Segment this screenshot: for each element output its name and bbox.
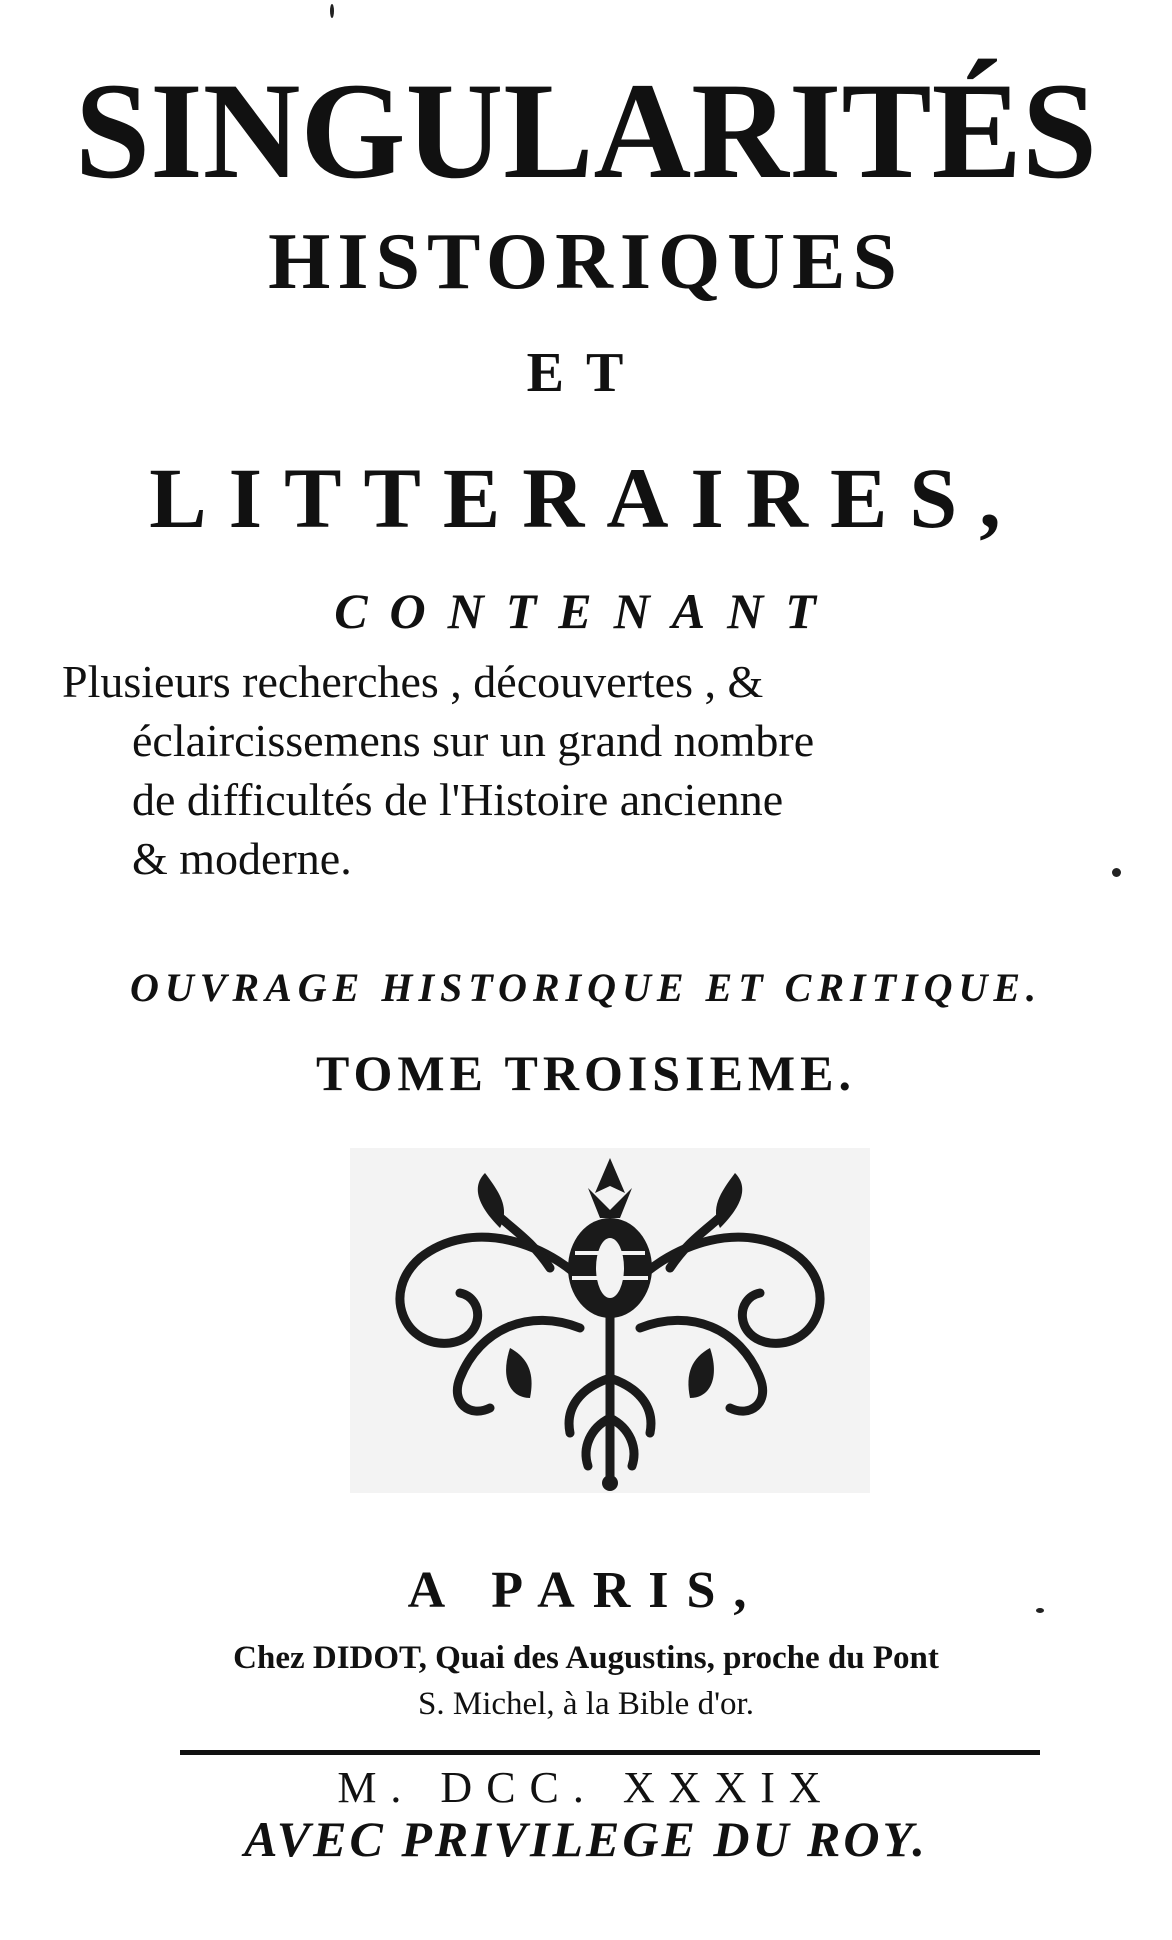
- floral-fleuron-icon: [350, 1148, 870, 1493]
- title-line-et: ET: [526, 342, 646, 404]
- ink-speck: [1036, 1608, 1044, 1613]
- title-line-litteraires: LITTERAIRES,: [149, 450, 1023, 546]
- imprint-year: M. DCC. XXXIX: [337, 1763, 835, 1812]
- description-line: éclaircissemens sur un grand nombre: [132, 715, 815, 766]
- imprint-publisher-line-2: S. Michel, à la Bible d'or.: [418, 1686, 754, 1722]
- description-block: [62, 652, 1122, 888]
- title-line-historiques: HISTORIQUES: [268, 218, 904, 306]
- contenant-heading: CONTENANT: [334, 583, 838, 639]
- ink-speck: [1112, 868, 1121, 877]
- horizontal-rule: [180, 1750, 1040, 1755]
- imprint-city: A PARIS,: [407, 1562, 765, 1619]
- imprint-publisher-line-1: Chez DIDOT, Quai des Augustins, proche du Pont: [233, 1640, 939, 1676]
- description-line: Plusieurs recherches , découvertes , &: [62, 656, 764, 707]
- description-line: & moderne.: [132, 833, 352, 884]
- ink-speck: [330, 4, 334, 18]
- title-line-singularites: SINGULARITÉS: [74, 54, 1098, 207]
- volume-line: TOME TROISIEME.: [316, 1045, 856, 1101]
- genre-line: OUVRAGE HISTORIQUE ET CRITIQUE.: [129, 965, 1043, 1010]
- imprint-privilege: AVEC PRIVILEGE DU ROY.: [244, 1811, 928, 1867]
- description-line: de difficultés de l'Histoire ancienne: [132, 774, 784, 825]
